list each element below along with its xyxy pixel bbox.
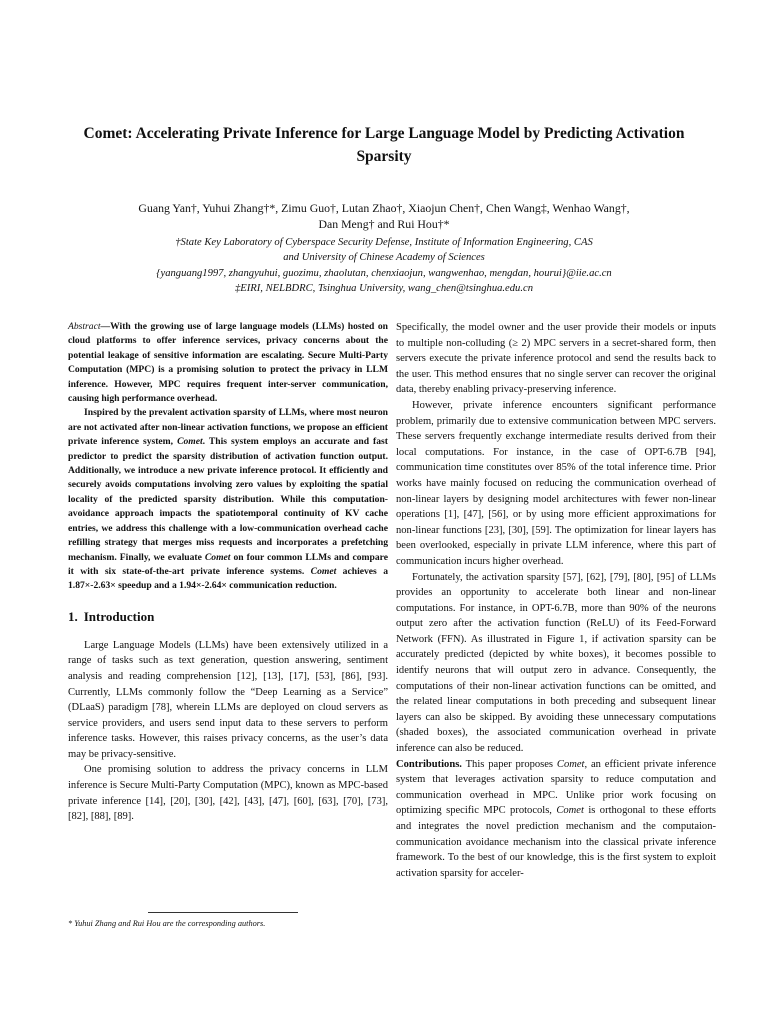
- paragraph: One promising solution to address the privacy concerns in LLM inference is Secure Multi-Party Computation (MPC), known as MPC-based private inference [14], [20], [30], [42], [43], [47], [60], [63], [70], [73], [82], [88], [89].: [68, 764, 388, 823]
- section-heading: 1. Introduction: [68, 608, 155, 624]
- system-name: Comet: [204, 551, 231, 563]
- intro-body: [68, 638, 388, 825]
- abstract-para-2: Inspired by the prevalent activation sparsity of LLMs, where most neuron are not activated after non-linear activation functions, we propose an efficient private inference system, Comet. This system employs an accurate and fast predictor to predict the sparsity distribution of activation function output. Additionally, we introduce a new private inference protocol. It efficiently and securely avoids computations involving zero values by exploiting the spatial locality of the predicted sparsity distribution. While this computation-avoidance approach impacts the spatiotemporal continuity of KV cache entries, we address this challenge with a low-communication overhead cache refilling strategy that merges miss requests and incorporates a prefetching mechanism. Finally, we evaluate Comet on four common LLMs and compare it with six state-of-the-art private inference systems. Comet achieves a 1.87×-2.63× speedup and a 1.94×-2.64× communication reduction.: [68, 407, 388, 592]
- system-name: Comet: [556, 805, 584, 817]
- abstract-label: Abstract: [68, 321, 101, 332]
- author-line-1: Guang Yan†, Yuhui Zhang†*, Zimu Guo†, Lutan Zhao†, Xiaojun Chen†, Chen Wang‡, Wenhao Wang†,: [138, 201, 630, 215]
- author-list: [70, 200, 698, 232]
- paragraph: Specifically, the model owner and the user provide their models or inputs to multiple non-colluding (≥ 2) MPC servers in a secret-shared form, then servers execute the private inference protocol and send the results back to the user. This method ensures that no single server can recover the original data, thereby enabling privacy-preserving inference.: [396, 322, 716, 396]
- footnote-rule: [148, 912, 298, 913]
- contributions-paragraph: Contributions. This paper proposes Comet, an efficient private inference system that leverages activation sparsity to reduce computation and communication overhead in MPC. Unlike prior work focusing on optimizing specific MPC protocols, Comet is orthogonal to these efforts and integrates the novel prediction mechanism and the computaion-communication avoidance mechanism into the classical private inference framework. To the best of our knowledge, this is the first system to exploit activation sparsity for acceler-: [396, 758, 717, 879]
- contributions-label: Contributions.: [396, 758, 462, 770]
- system-name: Comet: [310, 565, 337, 577]
- system-name: Comet: [177, 436, 203, 448]
- abstract-para-1: Abstract—With the growing use of large language models (LLMs) hosted on cloud platforms to offer inference services, privacy concerns about the potential leakage of sensitive information are escalating. Secure Multi-Party Computation (MPC) is a promising solution to protect the privacy in LLM inference. However, MPC requires frequent inter-server communication, causing high performance overhead.: [68, 321, 388, 405]
- affiliation-3: ‡EIRI, NELBDRC, Tsinghua University, wang_chen@tsinghua.edu.cn: [234, 283, 533, 294]
- paper-title: Comet: Accelerating Private Inference for Large Language Model by Predicting Activation Sparsity: [83, 125, 685, 165]
- author-line-2: Dan Meng† and Rui Hou†*: [318, 217, 450, 231]
- paragraph: However, private inference encounters significant performance problem, primarily due to extensive communication between MPC servers. These servers frequently exchange intermediate results derived from their local computations. For instance, in the case of OPT-6.7B [94], communication time constitutes over 85% of the total inference time. Prior works have mainly focused on reducing the communication overhead of non-linear layers by designing model architectures with fewer non-linear operations [1], [47], [56], or by using more efficient approximations for non-linear functions [23], [30], [59]. The optimization for linear layers has been overlooked, especially in private LLM inference, where this part of communication incurs higher overhead.: [396, 399, 716, 567]
- paragraph: Large Language Models (LLMs) have been extensively utilized in a range of tasks such as text generation, question answering, sentiment analysis and reading comprehension [12], [13], [17], [53], [86], [93]. Currently, LLMs commonly follow the “Deep Learning as a Service” (DLaaS) paradigm [78], wherein LLMs are deployed on cloud servers as service providers, and users send input data to these servers to perform inference tasks. However, this raises privacy concerns, as the user’s data may be privacy-sensitive.: [68, 639, 388, 760]
- paragraph: Fortunately, the activation sparsity [57], [62], [79], [80], [95] of LLMs provides an opportunity to accelerate both linear and non-linear computations. For instance, in OPT-6.7B, more than 90% of the neurons output zero after the activation function (ReLU) of its Feed-Forward Network (FFN). As illustrated in Figure 1, if activation sparsity can be accurately predicted (depicted by white boxes), it becomes possible to identify neurons that will output zero in advance. Consequently, the computations of their non-linear activation functions can be omitted, and the related linear computations in both preceding and subsequent linear layers can also be skipped. By avoiding these unnecessary computations (shaded boxes), the associated communication overhead in private inference can also be reduced.: [396, 571, 716, 755]
- author-emails: {yanguang1997, zhangyuhui, guozimu, zhaolutan, chenxiaojun, wangwenhao, mengdan, hourui}@iie.ac.cn: [156, 268, 612, 279]
- right-column: [396, 320, 716, 881]
- affiliation-2: and University of Chinese Academy of Sciences: [283, 252, 485, 263]
- system-name: Comet: [556, 758, 585, 770]
- affiliation-1: †State Key Laboratory of Cyberspace Security Defense, Institute of Information Engineering, CAS: [175, 237, 593, 248]
- left-column: [68, 320, 388, 825]
- footnote: * Yuhui Zhang and Rui Hou are the corresponding authors.: [68, 919, 266, 928]
- abstract: [68, 320, 388, 594]
